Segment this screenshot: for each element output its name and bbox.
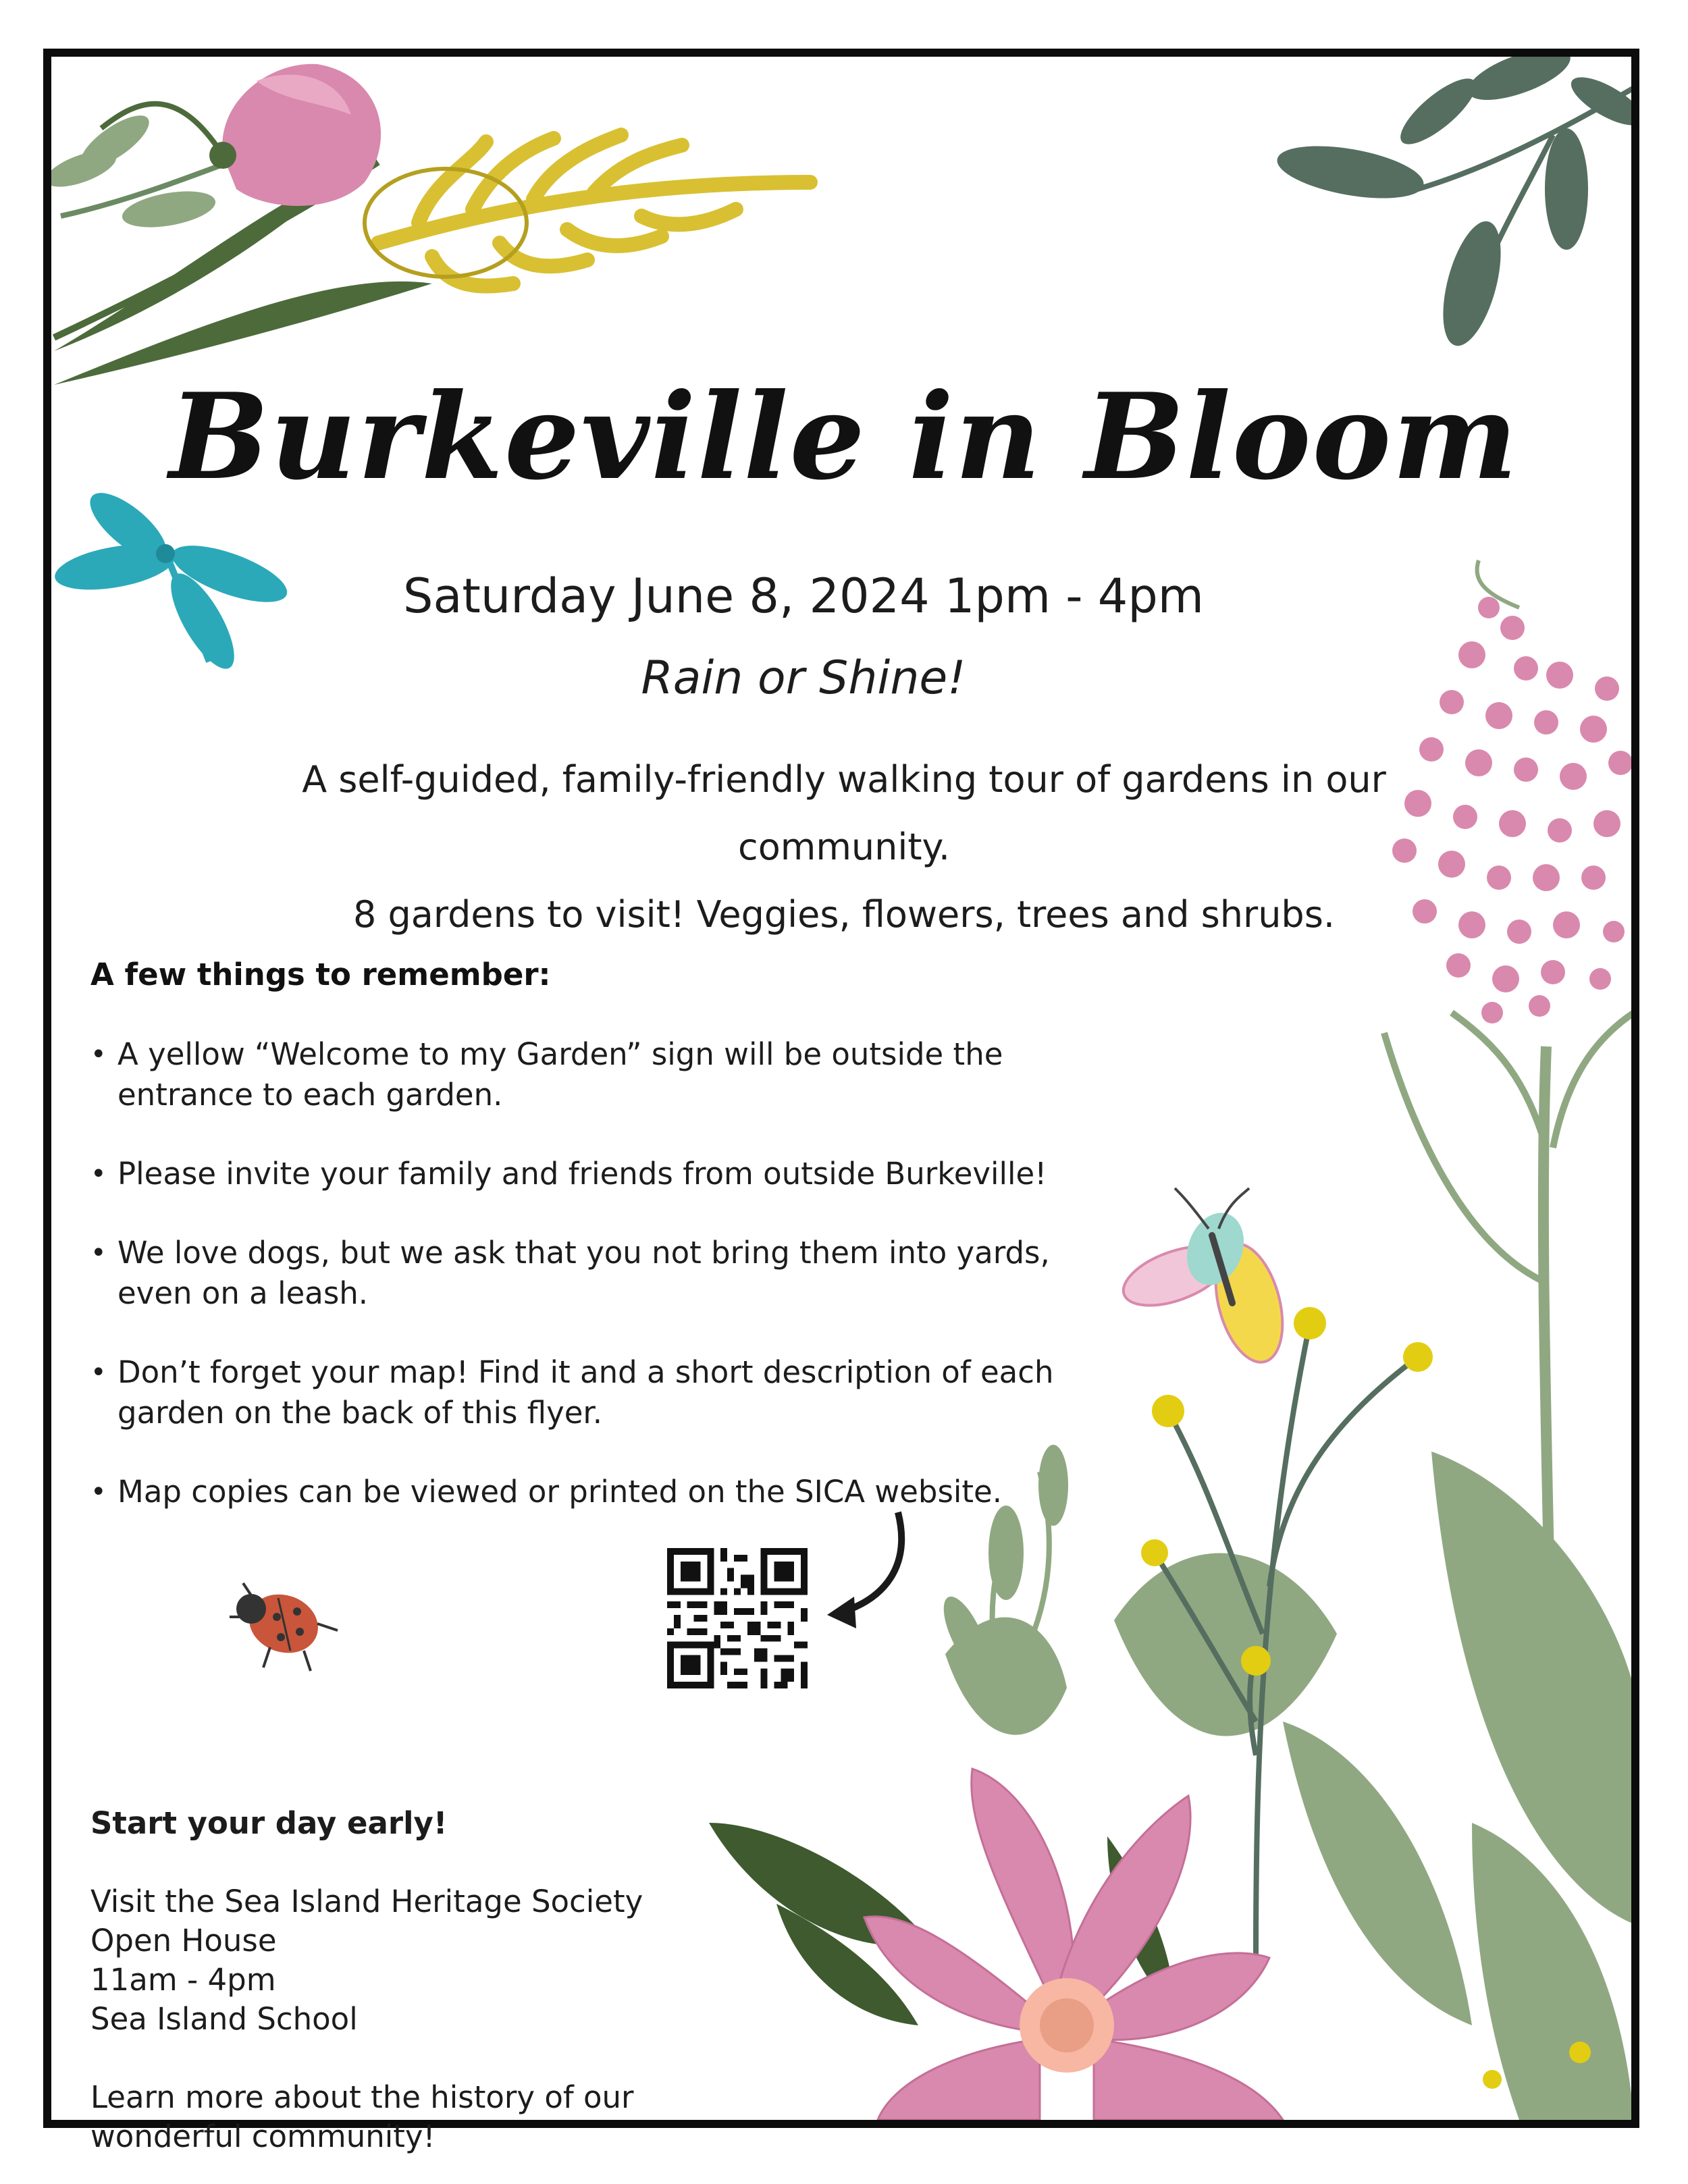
early-line: Sea Island School [90, 2001, 358, 2037]
top-right-leaves [1273, 38, 1650, 352]
reminders-heading: A few things to remember: [90, 957, 551, 992]
reminders-list [90, 1034, 1130, 1551]
ladybug-icon [230, 1583, 338, 1671]
intro-line: A self-guided, family-friendly walking tour of gardens in our community. [302, 758, 1386, 868]
early-heading: Start your day early! [90, 1805, 448, 1841]
reminder-item: • Don’t forget your map! Find it and a short description of each garden on the back of this flyer. [90, 1352, 1130, 1433]
flyer-title: Burkeville in Bloom [169, 368, 1519, 506]
early-line: 11am - 4pm [90, 1962, 276, 1998]
reminder-item: • We love dogs, but we ask that you not bring them into yards, even on a leash. [90, 1233, 1130, 1314]
top-left-bouquet [41, 64, 810, 385]
event-intro [203, 746, 1485, 949]
early-line: Learn more about the history of our [90, 2079, 634, 2115]
intro-line: 8 gardens to visit! Veggies, flowers, trees and shrubs. [353, 893, 1335, 936]
event-date-time: Saturday June 8, 2024 1pm - 4pm [403, 568, 1204, 624]
early-line: wonderful community! [90, 2119, 436, 2154]
lotus-flower-icon [709, 1769, 1283, 2120]
moth-icon [1116, 1188, 1294, 1370]
reminder-item: • Please invite your family and friends from outside Burkeville! [90, 1154, 1130, 1194]
early-line: Visit the Sea Island Heritage Society [90, 1884, 643, 1919]
early-section [90, 1804, 643, 2156]
qr-code-icon[interactable] [667, 1548, 808, 1688]
early-line: Open House [90, 1923, 277, 1959]
reminder-item: • A yellow “Welcome to my Garden” sign will be outside the entrance to each garden. [90, 1034, 1130, 1115]
event-tagline: Rain or Shine! [641, 651, 966, 705]
reminder-item: • Map copies can be viewed or printed on the SICA website. [90, 1472, 1130, 1512]
